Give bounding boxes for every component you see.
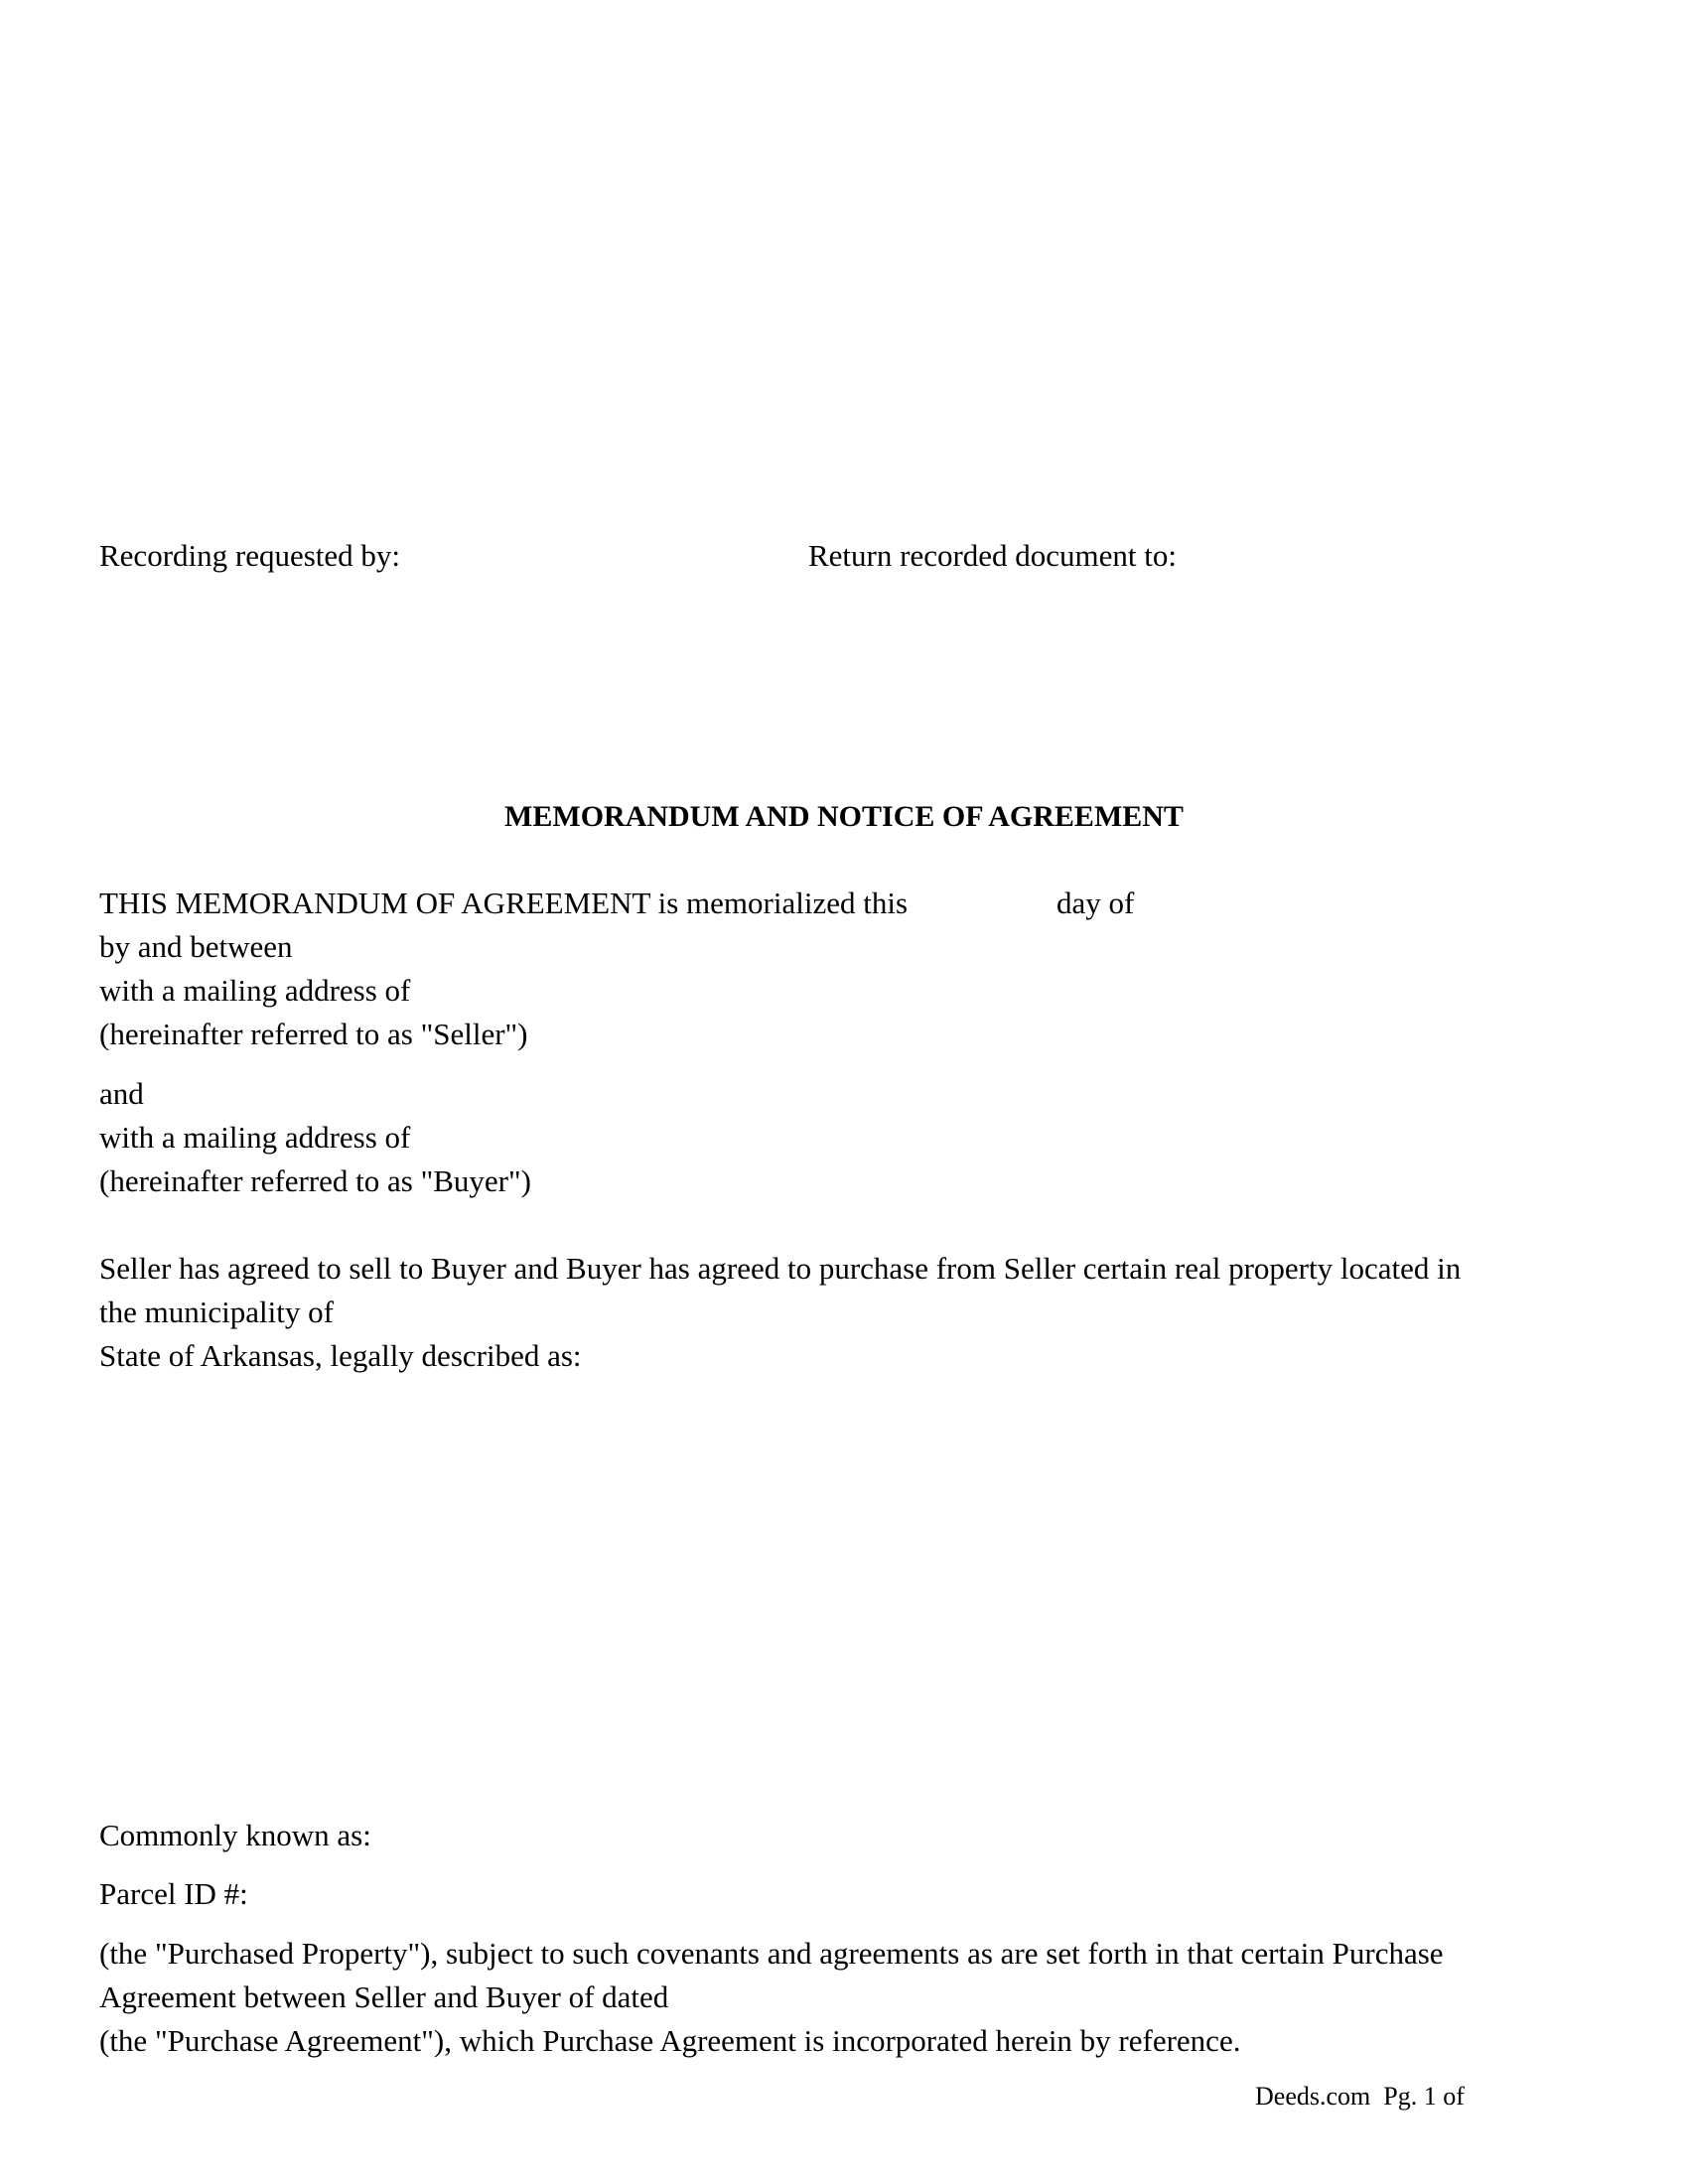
property-line-3: State of Arkansas, legally described as: [99, 1338, 582, 1373]
commonly-known-label: Commonly known as: [99, 1818, 371, 1852]
recording-requested-by-label: Recording requested by: [99, 538, 401, 573]
buyer-reference: (hereinafter referred to as "Buyer") [99, 1163, 531, 1198]
day-of-label: day of [1056, 886, 1135, 920]
purchased-line-2: Agreement between Seller and Buyer of dated [99, 1979, 669, 2014]
and-label: and [99, 1076, 144, 1111]
property-line-2: the municipality of [99, 1295, 334, 1329]
seller-address-label: with a mailing address of [99, 973, 411, 1008]
return-recorded-to-label: Return recorded document to: [808, 538, 1178, 573]
purchased-line-3: (the "Purchase Agreement"), which Purchase Agreement is incorporated herein by reference. [99, 2023, 1241, 2058]
parcel-id-label: Parcel ID #: [99, 1876, 248, 1911]
buyer-address-label: with a mailing address of [99, 1120, 411, 1155]
intro-line-1: THIS MEMORANDUM OF AGREEMENT is memorialized this [99, 886, 909, 920]
purchased-line-1: (the "Purchased Property"), subject to such covenants and agreements as are set forth in that certain Purchase [99, 1936, 1444, 1971]
property-line-1: Seller has agreed to sell to Buyer and Buyer has agreed to purchase from Seller certain real property located in [99, 1251, 1462, 1286]
page-footer: Deeds.com Pg. 1 of [1255, 2082, 1465, 2111]
seller-reference: (hereinafter referred to as "Seller") [99, 1017, 528, 1051]
document-title: MEMORANDUM AND NOTICE OF AGREEMENT [504, 800, 1184, 833]
intro-line-2: by and between [99, 929, 293, 964]
